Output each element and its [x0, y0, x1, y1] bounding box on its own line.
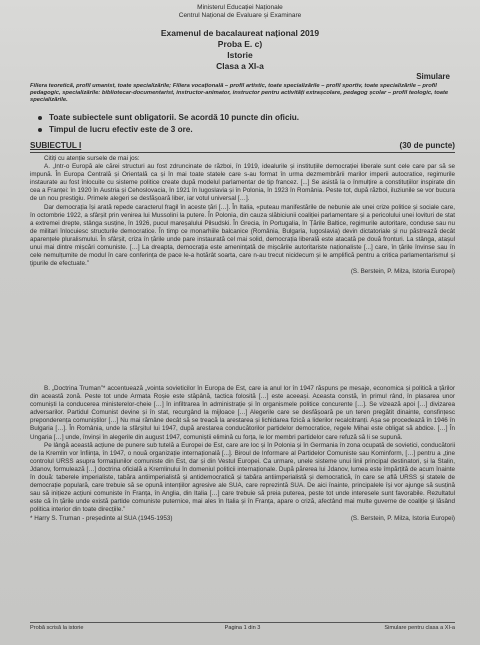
subject-label: SUBIECTUL I	[30, 141, 82, 150]
ministry-header	[0, 4, 480, 20]
source-a-paragraph: Dar democrația își arată repede caracterul fragil în aceste țări […]. În Italia, «puteau manifestările de nebunie ale unei crize politice și sociale care, în octombrie 1922, a sfârșit prin venirea lui Mussolini la putere. În Polonia, din cauza slăbiciunii coaliției parlamentare și a pericolului unei lovituri de stat a extremei drepte, stânga susține, în 1926, pucul mareșalului Piłsudski. În Grecia, în Portugalia, în Țările Baltice, regimurile autoritare, conduse sau nu de militari înlocuiesc structurile democratice. În timp ce monarhiile balcanice (România, Bulgaria, Iugoslavia) devin dictatoriale și nu păstrează decât aparențele pluralismului. În sfârșit, criza în țările unde pare instaurată cel mai solid, democrația liberală este atacată pe două fronturi. La stânga, atașul unui mai dintre mișcări comuniste. […] La dreapta, democrația este amenințată de mișcările autoritariste naționaliste [...] care, în țările învinse sau în cele nemulțumite de modul în care conferința de pace le-a hotărât soarta, care n-au trecut nicidecum și le amplifică pentru a critica parlamentarismul și țipurile de efectuate.”	[30, 203, 455, 268]
source-b-citation: (S. Berstein, P. Milza, Istoria Europei)	[350, 514, 455, 522]
bullet-text: Timpul de lucru efectiv este de 3 ore.	[49, 125, 193, 134]
source-b-paragraph: Pe lângă această acțiune de punere sub tutelă a Europei de Est, care are loc și în Polonia și în Germania în zona ocupată de sovietici, conducătorii de la Kremlin vor înființa, în 1947, o nouă organizație internațională [...]. Biroul de Informare al Partidelor Comuniste sau Kominform, […] pentru a „ține controlul URSS asupra formațiunilor comuniste din Est, dar și din Vestul Europei. Ca urmare, unele sisteme unui linii principal destinatori, și la Stalin, Jdanov, formulează […] doctrina oficială a Kremlinului în domeniul politicii internaționale. După părerea lui Jdanov, lumea este împărțită de acum înainte în două: taberele imperialiste, tabăra antiimperialistă și antidemocratică și tabăra antiimperialistă și democratică, în care se află URSS și statele de democrație populară, care trebuie să se opună intențiilor agresive ale SUA, care reprezintă SUA. De aici înainte, principalele își vor ajunge să susțină sau să inițieze acțiuni comuniste în Franța, în Anglia, din Italia […] care trebuie să preia puterea, peste tot unde interesele sunt favorabile. Rezultatul este că în țările unde există partide comuniste puternice, mai ales în Italia și în Franța, apare o criză, afectând mai multe guverne de coaliție și lăsând politica interior din toate direcțiile.”	[30, 441, 455, 514]
exam-title: Examenul de bacalaureat național 2019	[160, 28, 320, 38]
source-a-block	[30, 155, 455, 276]
subject-points: (30 de puncte)	[399, 141, 455, 150]
bullet-item	[38, 113, 438, 122]
bullet-icon	[38, 128, 42, 132]
bullet-icon	[38, 116, 42, 120]
footer-left: Probă scrisă la istorie	[30, 625, 84, 631]
intro-text: Citiți cu atenție sursele de mai jos:	[44, 155, 140, 162]
bullet-item	[38, 125, 438, 134]
footer-right: Simulare pentru clasa a XI-a	[384, 625, 455, 631]
exam-proba: Proba E. c)	[217, 39, 263, 49]
exam-class: Clasa a XI-a	[216, 61, 264, 71]
footer-page-number: Pagina 1 din 3	[224, 625, 261, 631]
simulare-label: Simulare	[416, 72, 450, 81]
source-a-paragraph: A. „Intr-o Europă ale cărei structuri au fost zdruncinate de război, în 1919, idealurile și instituțiile democrației liberale sunt cele care par să se impună. În Europa Centrală și Orientală ca și în mai toate statele care s-au format în urma dezmembrării marilor imperii autocratice, regimurile instaurate au fost înlocuite cu sisteme politice create după modelul parlamentar de tip francez. [...] Se asistă la o înmulțire a constituțiilor inspirate din cea a Franței: în 1920 în Austria și Cehoslovacia, în 1921 în Iugoslavia și în Polonia, în 1923 în România. Peste tot, după război, iluziunile se vor bucura de un nou prestigiu. Primele alegeri se desfășoară liber, iar votul universal […].	[30, 163, 455, 203]
source-b-block	[30, 385, 455, 523]
subject-heading	[30, 141, 455, 153]
bullet-text: Toate subiectele sunt obligatorii. Se acordă 10 puncte din oficiu.	[49, 113, 300, 122]
filiere-text: Filiera teoretică, profil umanist, toate specializările; Filiera vocațională – profil artistic, toate specializările – profil sportiv, toate specializările – profil pedagogic, specializările: bibliotecar-documentarist, instructor-animator, instructor pentru activități extrașcolare, pedagog școlar – profil teologic, toate specializările.	[30, 83, 449, 104]
source-b-paragraph: B. „Doctrina Truman”* accentuează „vointa sovieticilor în Europa de Est, care ia anul lor în 1947 răspuns pe mesaje, economica și politică a țărilor din această zonă. Peste tot unde Armata Roșie este stăpână, tactica folosită […] este aceeași. Aceasta constă, în primul rând, în plasarea unor comuniști la conducerea ministerelor-cheie […] în infiltrarea în administrație și în organismele politice concurente […]. Se vizează apoi […] divizarea adversarilor. Partidul Comunist devine și în stat, recurgând la mijloace […] Alegerile care se desfășoară pe un teren pregătit dinainte, consfințesc preponderența comuniștilor […] Nu mai rămâne decât să se treacă la arestarea și lichidarea fizică a liderilor recalcitranți. Așa se procedează în 1946 în Bulgaria […]. În România, unde la sfârșitul lui 1947, după arestarea conducătorilor partidelor democratice, regele Mihai este obligat să abdice. […] În Ungaria […] unde, învinși în alegerile din august 1947, comuniștii elimină cu forța, le lor membri partidelor care refuză să li se supună.	[30, 385, 455, 441]
ministry-name: Ministerul Educației Naționale	[197, 4, 283, 11]
source-a-citation: (S. Berstein, P. Milza, Istoria Europei)	[350, 268, 455, 276]
exam-title-block	[0, 28, 480, 72]
center-name: Centrul Național de Evaluare și Examinare	[178, 12, 302, 19]
exam-subject: Istorie	[227, 50, 253, 60]
source-b-note: * Harry S. Truman - președinte al SUA (1945-1953)	[30, 514, 173, 522]
page-footer	[30, 622, 455, 635]
